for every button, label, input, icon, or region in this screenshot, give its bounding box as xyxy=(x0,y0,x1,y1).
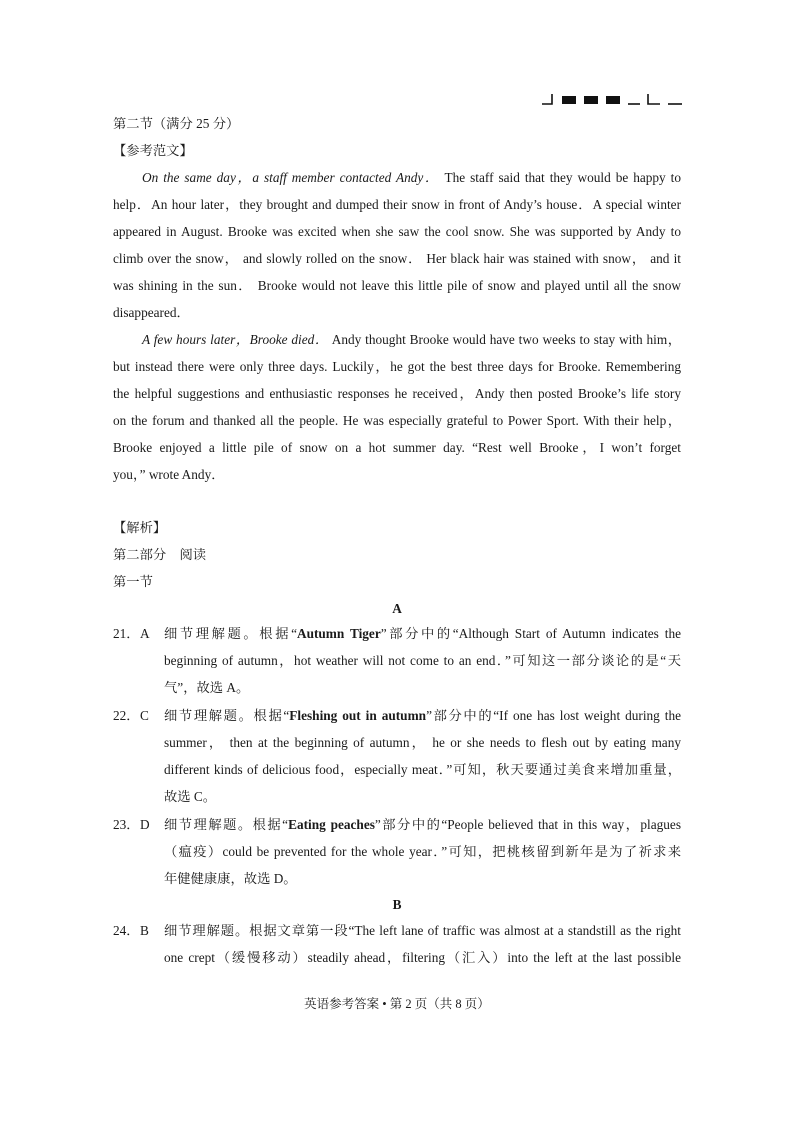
answer-letter: D xyxy=(140,817,150,832)
q22-line-4: 故选 C。 xyxy=(164,789,217,804)
q22-line-2: summer， then at the beginning of autumn， he or she needs to flesh out by eating many xyxy=(164,735,681,750)
q22-line-3: different kinds of delicious food，especially meat．”可知，秋天要通过美食来增加重量， xyxy=(164,762,681,777)
essay-p2-line-1: A few hours later，Brooke died． Andy thought Brooke would have two weeks to stay with him， xyxy=(142,332,681,347)
q23-line-3: 年健健康康，故选 D。 xyxy=(164,871,297,886)
passage-a-heading: A xyxy=(392,601,402,616)
q21-line-2: beginning of autumn，hot weather will not come to an end．”可知这一部分谈论的是“天 xyxy=(164,653,681,668)
question-number: 21． xyxy=(113,626,140,641)
answer-letter: C xyxy=(140,708,149,723)
passage-b-heading: B xyxy=(392,897,402,912)
q21-line-3: 气”，故选 A。 xyxy=(164,680,250,695)
part-heading: 第二部分 阅读 xyxy=(113,547,207,562)
answer-letter: B xyxy=(140,923,149,938)
page-footer: 英语参考答案 • 第 2 页（共 8 页） xyxy=(304,997,490,1011)
model-essay-label: 【参考范文】 xyxy=(113,143,193,158)
section-title: 第二节（满分 25 分） xyxy=(113,116,240,131)
q24-line-1: 细节理解题。根据文章第一段“The left lane of traffic was almost at a standstill as the right xyxy=(164,923,681,938)
section-heading: 第一节 xyxy=(113,574,153,589)
q22-line-1: 细节理解题。根据“Fleshing out in autumn”部分中的“If one has lost weight during the xyxy=(164,708,682,723)
essay-p2-line-5: Brooke enjoyed a little pile of snow on a hot summer day. “Rest well Brooke，I won’t forget xyxy=(113,440,681,455)
answer-letter: A xyxy=(140,626,150,641)
essay-p1-line-3: appeared in August. Brooke was excited when she saw the cool snow. She was supported by Andy to xyxy=(113,224,681,239)
q24-line-2: one crept（缓慢移动）steadily ahead，filtering（汇入）into the left at the last possible xyxy=(164,950,681,965)
essay-p1-line-4: climb over the snow， and slowly rolled on the snow． Her black hair was stained with snow， and it xyxy=(113,251,681,266)
question-number: 24． xyxy=(113,923,140,938)
q23-line-2: （瘟疫）could be prevented for the whole year．”可知，把桃核留到新年是为了祈求来 xyxy=(164,844,681,859)
essay-p2-line-6: you，” wrote Andy． xyxy=(113,467,225,482)
essay-p2-line-2: but instead there were only three days. Luckily，he got the best three days for Brooke. Remembering xyxy=(113,359,681,374)
question-number: 22． xyxy=(113,708,140,723)
analysis-label: 【解析】 xyxy=(113,520,167,535)
essay-p1-line-5: was shining in the sun． Brooke would not leave this little pile of snow and played until all the snow xyxy=(113,278,681,293)
q23-line-1: 细节理解题。根据“Eating peaches”部分中的“People believed that in this way，plagues xyxy=(164,817,682,832)
corner-registration-mark xyxy=(540,92,685,106)
essay-p1-line-1: On the same day，a staff member contacted Andy． The staff said that they would be happy to xyxy=(142,170,681,185)
essay-p2-line-3: the helpful suggestions and enthusiastic responses he received，Andy then posted Brooke’s life story xyxy=(113,386,681,401)
question-number: 23． xyxy=(113,817,140,832)
essay-p2-line-4: on the forum and thanked all the people. He was especially grateful to Power Sport. With their help， xyxy=(113,413,681,428)
q21-line-1: 细节理解题。根据“Autumn Tiger”部分中的“Although Start of Autumn indicates the xyxy=(164,626,681,641)
essay-p1-line-6: disappeared． xyxy=(113,305,190,320)
essay-p1-line-2: help．An hour later，they brought and dumped their snow in front of Andy’s house．A special winter xyxy=(113,197,681,212)
